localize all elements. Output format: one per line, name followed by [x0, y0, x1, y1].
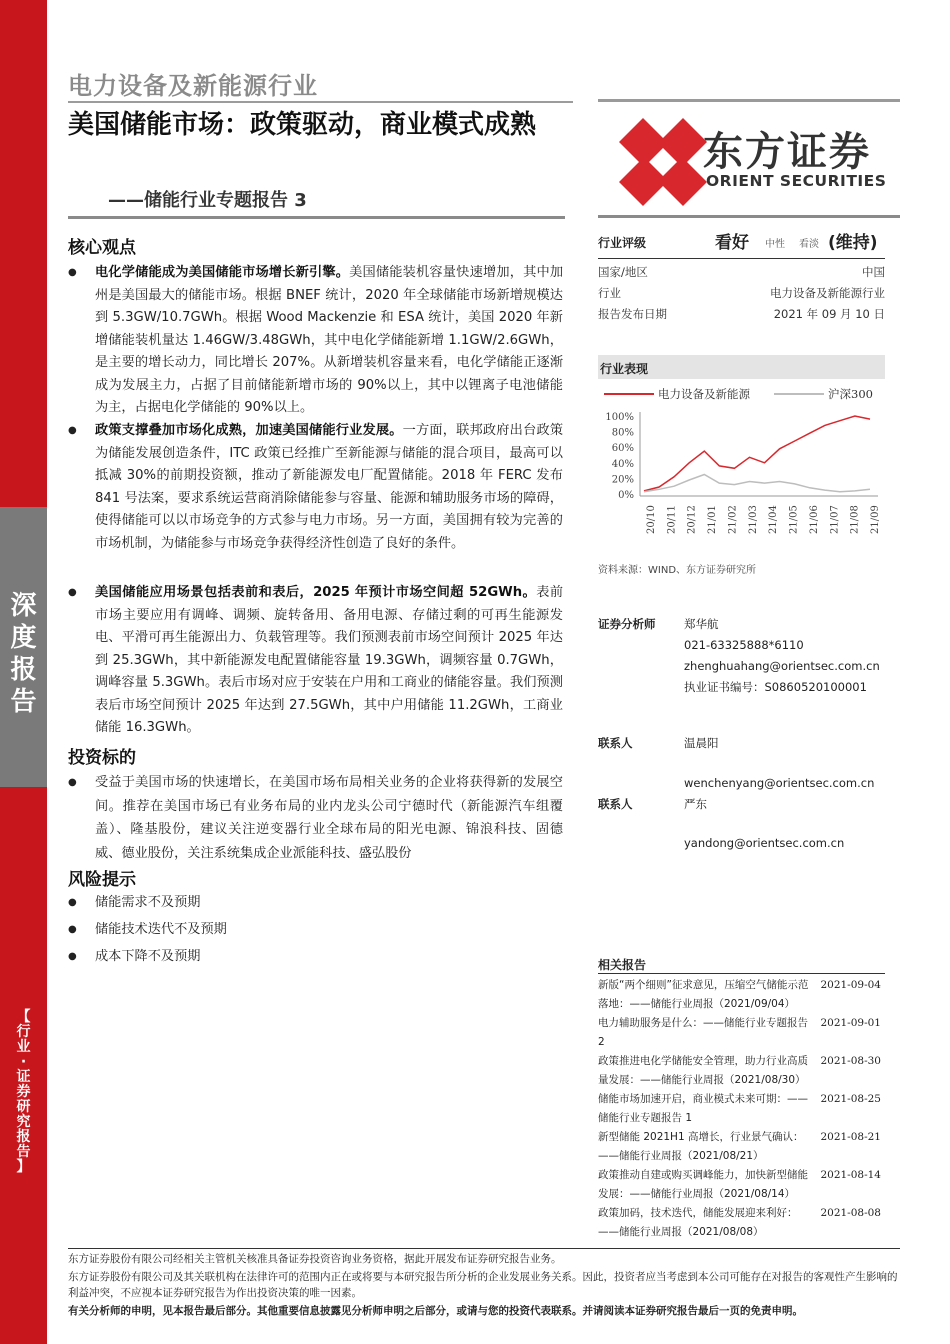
- x-tick-label: 21/01: [707, 505, 719, 534]
- core-point-1: ● 电化学储能成为美国储能市场增长新引擎。美国储能装机容量快速增加，其中加州是美国最大的储能市场。根据 BNEF 统计，2020 年全球储能市场新增规模达到 5.3GW/10.7GWh。根据 Wood Mackenzie 和 ESA 统计，美国 2020 年新增储能装机量达 1.46GW/3.48GWh，其中电化学储能新增 1.1GW/2.6GWh，是主要的增长动力，同比增长 207%。从新增装机容量来看，电化学储能正逐渐成为发展主力，占据了目前储能新增市场的 90%以上，其中以锂离子电池储能为主，占据电化学储能的 90%以上。: [68, 262, 563, 420]
- report-category-label: 【 行 业 · 证 券 研 究 报 告 】: [16, 1009, 31, 1175]
- related-report-item[interactable]: [598, 1166, 885, 1204]
- x-tick-label: 20/12: [686, 505, 698, 534]
- x-tick-label: 21/07: [829, 505, 841, 534]
- invest-heading: 投资标的: [68, 748, 136, 768]
- related-report-title[interactable]: 政策推动自建或购买调峰能力，加快新型储能发展：——储能行业周报（2021/08/14）: [598, 1169, 808, 1200]
- analyst-email[interactable]: zhenghuahang@orientsec.com.cn: [684, 659, 880, 673]
- related-rule: [598, 973, 885, 974]
- performance-chart: [598, 382, 885, 552]
- industry-heading: 电力设备及新能源行业: [68, 72, 318, 100]
- analyst-phone: 021-63325888*6110: [684, 638, 804, 652]
- rating-bearish: 看淡: [799, 239, 819, 250]
- rating-rule: [598, 258, 885, 259]
- core-point-2: ● 政策支撑叠加市场化成熟，加速美国储能行业发展。一方面，联邦政府出台政策为储能发展创造条件，ITC 政策已经推广至新能源与储能的混合项目，最高可以抵减 30%的前期投资额，推动了新能源发电厂配置储能。2018 年 FERC 发布 841 号法案，要求系统运营商消除储能参与容量、能源和辅助服务市场的障碍，使得储能可以以市场竞争的方式参与电力市场。另一方面，美国拥有较为完善的市场机制，为储能参与市场竞争获得经济性创造了良好的条件。: [68, 420, 563, 555]
- orient-logo-icon: [613, 112, 713, 212]
- footer-rule: [68, 1248, 900, 1249]
- footer-line-2: 东方证券股份有限公司及其关联机构在法律许可的范围内正在或将要与本研究报告所分析的企业发展业务关系。因此，投资者应当考虑到本公司可能存在对报告的客观性产生影响的利益冲突，不应视本证券研究报告为作出投资决策的唯一因素。: [68, 1271, 898, 1299]
- related-report-date: 2021-08-08: [820, 1207, 881, 1219]
- legend-label: 沪深300: [828, 387, 873, 401]
- core-view-heading: 核心观点: [68, 238, 136, 258]
- industry-rating: [598, 228, 885, 256]
- risk-heading: 风险提示: [68, 870, 136, 890]
- related-report-date: 2021-08-30: [820, 1055, 881, 1067]
- contact-label: 联系人: [598, 797, 633, 811]
- series-line: [644, 416, 870, 491]
- x-tick-label: 21/04: [768, 505, 780, 534]
- invest-point: ● 受益于美国市场的快速增长，在美国市场布局相关业务的企业将获得新的发展空间。推荐在美国市场已有业务布局的业内龙头公司宁德时代（新能源汽车组覆盖）、隆基股份，建议关注逆变器行业全球布局的阳光电源、锦浪科技、固德威、德业股份，关注系统集成企业派能科技、盛弘股份: [68, 771, 563, 865]
- footer-line-1: 东方证券股份有限公司经相关主管机关核准具备证券投资咨询业务资格，据此开展发布证券研究报告业务。: [68, 1253, 562, 1265]
- related-report-item[interactable]: [598, 976, 885, 1014]
- related-report-title[interactable]: 政策推进电化学储能安全管理，助力行业高质量发展：——储能行业周报（2021/08/30）: [598, 1055, 808, 1086]
- contact-block-2: [598, 796, 888, 856]
- related-report-title[interactable]: 电力辅助服务是什么：——储能行业专题报告 2: [598, 1017, 808, 1048]
- title-bottom-rule: [68, 216, 565, 219]
- related-report-item[interactable]: [598, 1090, 885, 1128]
- related-report-item[interactable]: [598, 1128, 885, 1166]
- y-tick-label: 0%: [618, 490, 634, 501]
- x-tick-label: 21/06: [808, 505, 820, 534]
- rating-label: 行业评级: [598, 236, 647, 250]
- related-report-date: 2021-08-14: [820, 1169, 881, 1181]
- footer-line-3: 有关分析师的申明，见本报告最后部分。其他重要信息披露见分析师申明之后部分，或请与您的投资代表联系。并请阅读本证券研究报告最后一页的免责申明。: [68, 1305, 803, 1317]
- deep-report-label: 深 度 报 告: [10, 591, 37, 717]
- rating-current: 看好: [715, 233, 749, 253]
- related-report-date: 2021-09-04: [820, 979, 881, 991]
- risk-item-2: ● 储能技术迭代不及预期: [68, 919, 563, 942]
- related-report-title[interactable]: 新版“两个细则”征求意见，压缩空气储能示范落地：——储能行业周报（2021/09/04）: [598, 979, 809, 1010]
- x-tick-label: 21/09: [870, 505, 881, 534]
- core-point-3: ● 美国储能应用场景包括表前和表后，2025 年预计市场空间超 52GWh。表前市场主要应用有调峰、调频、旋转备用、备用电源、存储过剩的可再生能源发电、平滑可再生能源出力、负载管理等。我们预测表前市场空间预计 2025 年达到 25.3GWh，其中新能源发电配置储能容量 19.3GWh，调频容量 0.7GWh，调峰容量 5.3GWh。表后市场对应于安装在户用和工商业的储能容量。我们预测表后市场空间预计 2025 年达到 27.5GWh，其中户用储能 11.2GWh，工商业储能 16.3GWh。: [68, 582, 563, 740]
- y-tick-label: 40%: [611, 458, 634, 470]
- x-tick-label: 21/03: [747, 505, 759, 534]
- company-name-en: ORIENT SECURITIES: [706, 172, 887, 190]
- related-report-item[interactable]: [598, 1204, 885, 1242]
- related-report-title[interactable]: 新型储能 2021H1 高增长，行业景气确认：——储能行业周报（2021/08/21）: [598, 1131, 804, 1162]
- company-logo: [598, 100, 900, 210]
- related-report-item[interactable]: [598, 1052, 885, 1090]
- contact-label: 联系人: [598, 736, 633, 750]
- related-report-date: 2021-08-21: [820, 1131, 881, 1143]
- related-report-date: 2021-09-01: [820, 1017, 881, 1029]
- risk-item-1: ● 储能需求不及预期: [68, 892, 563, 915]
- series-line: [644, 475, 870, 492]
- related-report-title[interactable]: 政策加码，技术迭代，储能发展迎来利好：——储能行业周报（2021/08/08）: [598, 1207, 798, 1238]
- x-tick-label: 20/10: [646, 505, 657, 534]
- y-tick-label: 60%: [611, 443, 634, 455]
- x-tick-label: 20/11: [666, 505, 678, 534]
- contact-block-1: [598, 735, 888, 795]
- related-report-date: 2021-08-25: [820, 1093, 881, 1105]
- legend-label: 电力设备及新能源: [658, 387, 750, 401]
- x-tick-label: 21/05: [788, 505, 800, 534]
- related-report-title[interactable]: 储能市场加速开启，商业模式未来可期：——储能行业专题报告 1: [598, 1093, 808, 1124]
- analyst-name: 郑华航: [684, 617, 719, 631]
- analyst-block: [598, 616, 888, 696]
- logo-bottom-rule: [598, 215, 900, 218]
- rating-neutral: 中性: [765, 239, 785, 250]
- analyst-label: 证券分析师: [598, 617, 656, 631]
- rating-status: (维持): [828, 233, 878, 253]
- related-reports-heading: 相关报告: [598, 958, 647, 972]
- x-tick-label: 21/02: [727, 505, 739, 534]
- performance-heading: 行业表现: [598, 355, 885, 379]
- company-name: 东方证券: [703, 129, 871, 175]
- y-tick-label: 100%: [605, 412, 634, 423]
- contact-email[interactable]: wenchenyang@orientsec.com.cn: [684, 776, 875, 790]
- contact-email[interactable]: yandong@orientsec.com.cn: [684, 836, 845, 850]
- report-title: 美国储能市场：政策驱动，商业模式成熟: [68, 110, 537, 140]
- related-report-item[interactable]: [598, 1014, 885, 1052]
- analyst-cert: 执业证书编号：S0860520100001: [684, 680, 867, 694]
- y-tick-label: 80%: [611, 427, 634, 439]
- report-subtitle: ——储能行业专题报告 3: [108, 190, 307, 211]
- chart-source: 资料来源：WIND、东方证券研究所: [598, 565, 757, 576]
- title-top-rule: [68, 101, 573, 103]
- x-tick-label: 21/08: [849, 505, 861, 534]
- contact-name: 温晨阳: [684, 736, 719, 750]
- contact-name: 严东: [684, 797, 707, 811]
- risk-item-3: ● 成本下降不及预期: [68, 946, 563, 969]
- y-tick-label: 20%: [611, 474, 634, 486]
